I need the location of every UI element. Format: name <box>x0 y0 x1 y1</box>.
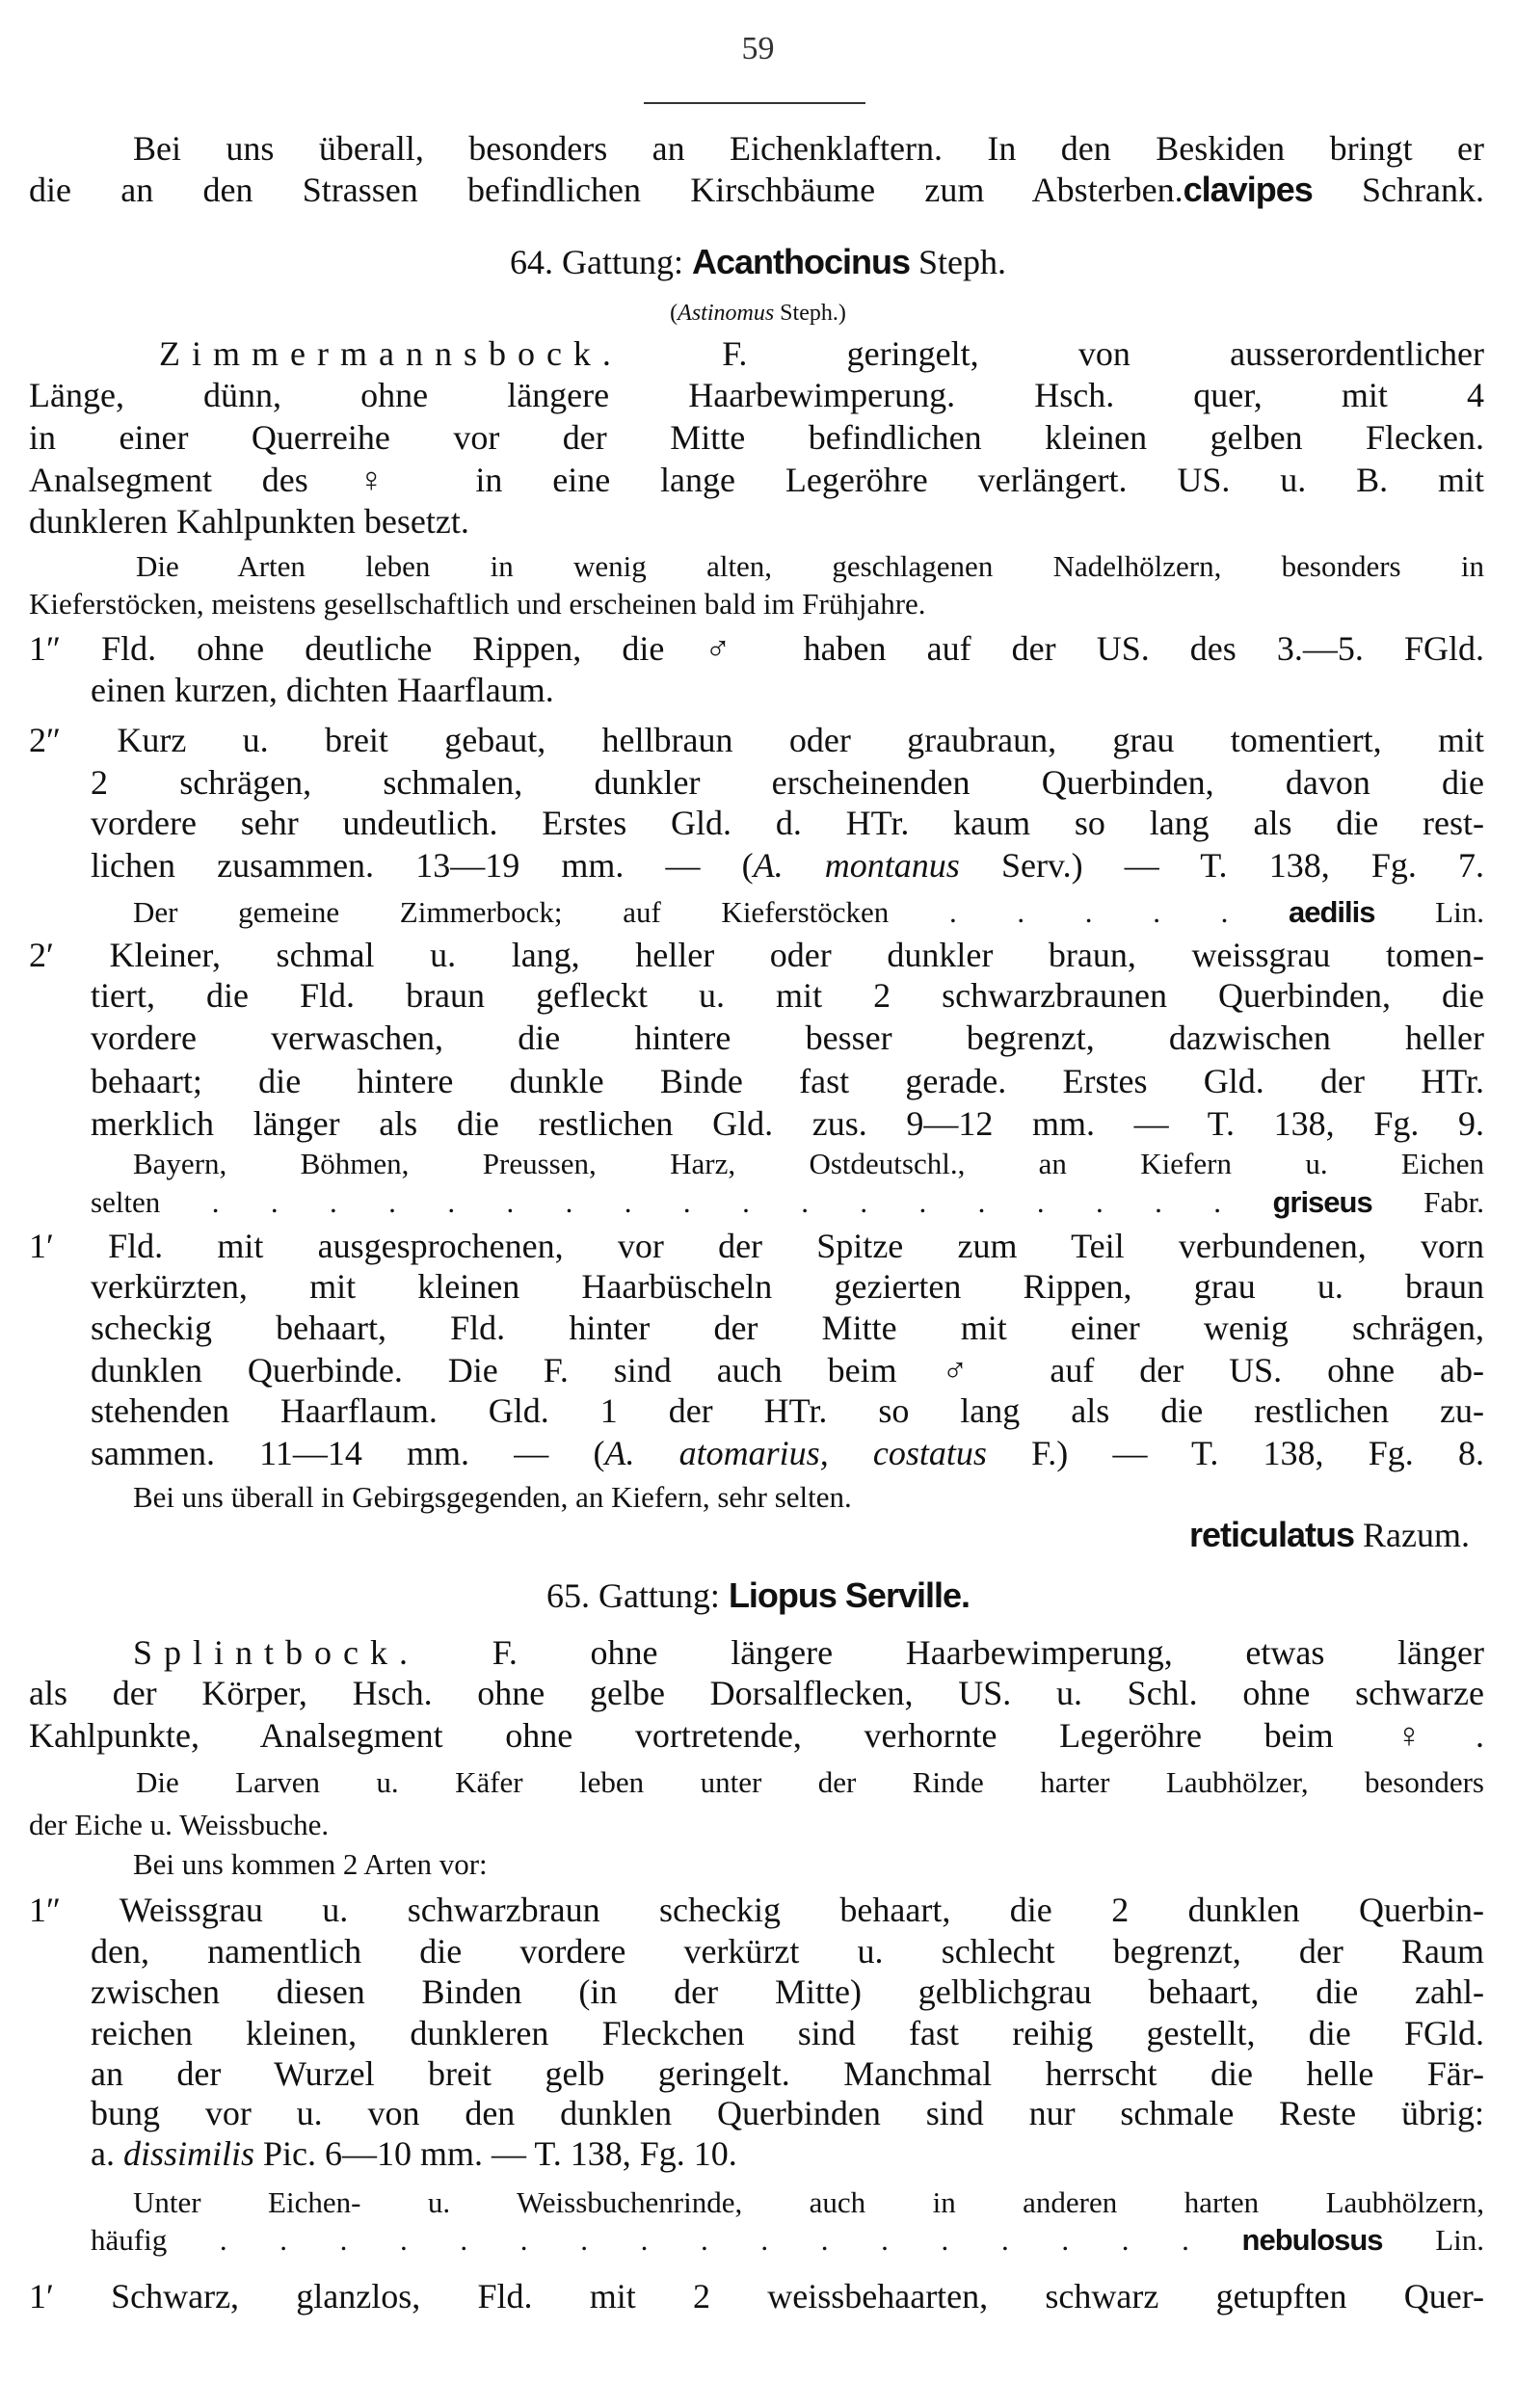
text-line <box>133 1476 1484 1519</box>
text-segment: dunkleren Kahlpunkten besetzt. <box>29 502 469 541</box>
text-line <box>91 761 1484 804</box>
italic-text: dissimilis <box>122 2134 255 2173</box>
text-segment: Lin. <box>1374 895 1484 929</box>
text-line <box>91 2092 1484 2134</box>
text-line <box>0 1574 1516 1617</box>
text-line <box>91 1017 1484 1059</box>
text-line <box>29 1225 1484 1267</box>
text-line <box>133 1143 1484 1185</box>
italic-text: Astinomus <box>678 301 775 326</box>
text-segment: Bei uns überall, besonders an Eichenklaftern. In den Beskiden bringt er <box>133 129 1484 168</box>
text-segment: Länge, dünn, ohne längere Haarbewimperung. Hsch. quer, mit 4 <box>29 376 1484 414</box>
text-segment: den, namentlich die vordere verkürzt u. schlecht begrenzt, der Raum <box>91 1932 1484 1971</box>
text-line <box>91 1181 1484 1224</box>
text-line <box>0 292 1516 334</box>
text-segment: die an den Strassen befindlichen Kirschbäume zum Absterben. <box>29 171 1184 209</box>
text-segment: Razum. <box>1354 1516 1470 1554</box>
text-segment: vordere verwaschen, die hintere besser begrenzt, dazwischen heller <box>91 1019 1484 1057</box>
italic-text: A. atomarius, costatus <box>604 1434 987 1472</box>
italic-text: A. montanus <box>753 846 960 885</box>
text-line <box>29 500 1484 542</box>
text-segment: 2′ Kleiner, schmal u. lang, heller oder dunkler braun, weissgrau tomen- <box>29 936 1484 974</box>
text-line <box>91 802 1484 844</box>
text-line <box>133 1631 1484 1674</box>
text-line <box>91 2219 1484 2262</box>
text-line <box>29 416 1484 459</box>
text-line <box>91 1265 1484 1308</box>
text-segment: 1′ Fld. mit ausgesprochenen, vor der Spitze zum Teil verbundenen, vorn <box>29 1227 1484 1265</box>
text-line <box>91 2052 1484 2095</box>
text-segment: sammen. 11—14 mm. — ( <box>91 1434 605 1472</box>
text-segment: Die Larven u. Käfer leben unter der Rinde harter Laubhölzer, besonders <box>136 1765 1484 1799</box>
species-name: clavipes <box>1183 170 1313 209</box>
text-line <box>91 2132 1484 2175</box>
species-name: nebulosus <box>1241 2223 1383 2257</box>
text-segment: Kieferstöcken, meistens gesellschaftlich und erscheinen bald im Frühjahre. <box>29 587 926 621</box>
text-line <box>29 1714 1484 1757</box>
text-line <box>29 583 1484 625</box>
text-segment: vordere sehr undeutlich. Erstes Gld. d. HTr. kaum so lang als die rest- <box>91 804 1484 842</box>
text-line <box>91 844 1484 886</box>
page-number: 59 <box>741 31 775 66</box>
text-line <box>133 127 1484 170</box>
text-line <box>133 891 1484 934</box>
text-segment: 64. Gattung: <box>509 243 692 281</box>
text-line <box>29 719 1484 761</box>
text-segment: Die Arten leben in wenig alten, geschlagenen Nadelhölzern, besonders in <box>136 549 1484 583</box>
text-segment: Schrank. <box>1312 171 1484 209</box>
text-line <box>91 2012 1484 2054</box>
text-segment: einen kurzen, dichten Haarflaum. <box>91 671 554 709</box>
text-line <box>29 374 1484 416</box>
text-segment: 65. Gattung: <box>545 1576 729 1615</box>
text-segment: Bayern, Böhmen, Preussen, Harz, Ostdeutschl., an Kiefern u. Eichen <box>133 1147 1484 1180</box>
text-segment: der Eiche u. Weissbuche. <box>29 1808 330 1841</box>
text-segment: 1″ Weissgrau u. schwarzbraun scheckig behaart, die 2 dunklen Querbin- <box>29 1891 1484 1929</box>
text-line <box>29 169 1484 211</box>
text-segment: Analsegment des ♀ in eine lange Legeröhre verlängert. US. u. B. mit <box>29 461 1484 499</box>
text-segment: als der Körper, Hsch. ohne gelbe Dorsalflecken, US. u. Schl. ohne schwarze <box>29 1674 1484 1712</box>
text-segment: 2″ Kurz u. breit gebaut, hellbraun oder graubraun, grau tomentiert, mit <box>29 721 1484 759</box>
text-line <box>159 332 1484 375</box>
text-segment: an der Wurzel breit gelb geringelt. Manchmal herrscht die helle Fär- <box>91 2054 1484 2093</box>
text-line <box>91 1102 1484 1145</box>
species-name: Acanthocinus <box>691 242 910 281</box>
text-segment: 1′ Schwarz, glanzlos, Fld. mit 2 weissbehaarten, schwarz getupften Quer- <box>29 2277 1484 2315</box>
text-segment: tiert, die Fld. braun gefleckt u. mit 2 schwarzbraunen Querbinden, die <box>91 976 1484 1015</box>
text-segment: Kahlpunkte, Analsegment ohne vortretende, verhornte Legeröhre beim ♀. <box>29 1716 1484 1755</box>
text-line <box>91 1060 1484 1102</box>
text-segment: stehenden Haarflaum. Gld. 1 der HTr. so lang als die restlichen zu- <box>91 1391 1484 1430</box>
text-segment: zwischen diesen Binden (in der Mitte) gelblichgrau behaart, die zahl- <box>91 1972 1484 2011</box>
text-segment: lichen zusammen. 13—19 mm. — ( <box>91 846 754 885</box>
text-line <box>29 627 1484 670</box>
text-segment: verkürzten, mit kleinen Haarbüscheln gezierten Rippen, grau u. braun <box>91 1267 1484 1306</box>
text-line <box>29 2275 1484 2317</box>
text-segment: F. ohne längere Haarbewimperung, etwas länger <box>419 1633 1484 1672</box>
text-segment: scheckig behaart, Fld. hinter der Mitte mit einer wenig schrägen, <box>91 1309 1484 1347</box>
text-line <box>91 1971 1484 2013</box>
text-line <box>0 241 1516 283</box>
text-segment: häufig . . . . . . . . . . . . . . . . . <box>91 2223 1242 2257</box>
text-segment: Pic. 6—10 mm. — T. 138, Fg. 10. <box>254 2134 737 2173</box>
text-line <box>91 1389 1484 1432</box>
text-segment: Unter Eichen- u. Weissbuchenrinde, auch in anderen harten Laubhölzern, <box>133 2185 1484 2219</box>
text-line <box>29 1889 1484 1931</box>
text-line <box>91 1349 1484 1391</box>
text-segment: Bei uns kommen 2 Arten vor: <box>133 1847 488 1881</box>
text-line <box>91 1930 1484 1972</box>
text-line <box>29 934 1484 976</box>
text-line <box>91 1307 1484 1349</box>
text-line <box>133 1843 1484 1886</box>
text-segment: reichen kleinen, dunkleren Fleckchen sind fast reihig gestellt, die FGld. <box>91 2014 1484 2052</box>
species-name: Liopus Serville. <box>728 1575 971 1615</box>
text-line <box>136 1761 1484 1804</box>
text-segment: bung vor u. von den dunklen Querbinden sind nur schmale Reste übrig: <box>91 2094 1484 2132</box>
text-segment: F. geringelt, von ausserordentlicher <box>622 334 1484 373</box>
text-segment: behaart; die hintere dunkle Binde fast gerade. Erstes Gld. der HTr. <box>91 1062 1484 1100</box>
text-line <box>29 1672 1484 1714</box>
text-line <box>91 974 1484 1017</box>
text-line <box>29 1804 1484 1846</box>
text-segment: Serv.) — T. 138, Fg. 7. <box>959 846 1484 885</box>
text-line <box>133 2182 1484 2224</box>
text-segment: Steph. <box>910 243 1007 281</box>
text-segment: dunklen Querbinde. Die F. sind auch beim ♂ auf der US. ohne ab- <box>91 1351 1484 1389</box>
text-segment: Der gemeine Zimmerbock; auf Kieferstöcken . . . . . <box>133 895 1290 929</box>
text-segment: Steph.) <box>774 301 846 326</box>
text-line <box>29 1514 1470 1556</box>
text-segment: merklich länger als die restlichen Gld. zus. 9—12 mm. — T. 138, Fg. 9. <box>91 1104 1484 1143</box>
text-segment: Lin. <box>1382 2223 1484 2257</box>
text-segment: in einer Querreihe vor der Mitte befindlichen kleinen gelben Flecken. <box>29 418 1484 457</box>
species-name: reticulatus <box>1188 1515 1355 1554</box>
text-segment: 1″ Fld. ohne deutliche Rippen, die ♂ haben auf der US. des 3.—5. FGld. <box>29 629 1484 668</box>
text-segment: 2 schrägen, schmalen, dunkler erscheinenden Querbinden, davon die <box>91 763 1484 802</box>
text-line <box>136 545 1484 588</box>
species-name: aedilis <box>1289 895 1375 929</box>
text-segment: selten . . . . . . . . . . . . . . . . . . <box>91 1185 1273 1219</box>
text-segment: Bei uns überall in Gebirgsgegenden, an Kiefern, sehr selten. <box>133 1480 852 1514</box>
text-segment: Splintbock. <box>133 1633 420 1672</box>
text-line <box>29 459 1484 501</box>
text-segment: a. <box>91 2134 123 2173</box>
text-segment: Fabr. <box>1371 1185 1484 1219</box>
text-line <box>91 1432 1484 1474</box>
text-segment: Zimmermannsbock. <box>159 334 623 373</box>
header-rule <box>644 102 865 104</box>
text-line <box>91 669 1484 711</box>
text-segment: ( <box>670 301 678 326</box>
text-segment: F.) — T. 138, Fg. 8. <box>986 1434 1484 1472</box>
species-name: griseus <box>1272 1185 1372 1219</box>
